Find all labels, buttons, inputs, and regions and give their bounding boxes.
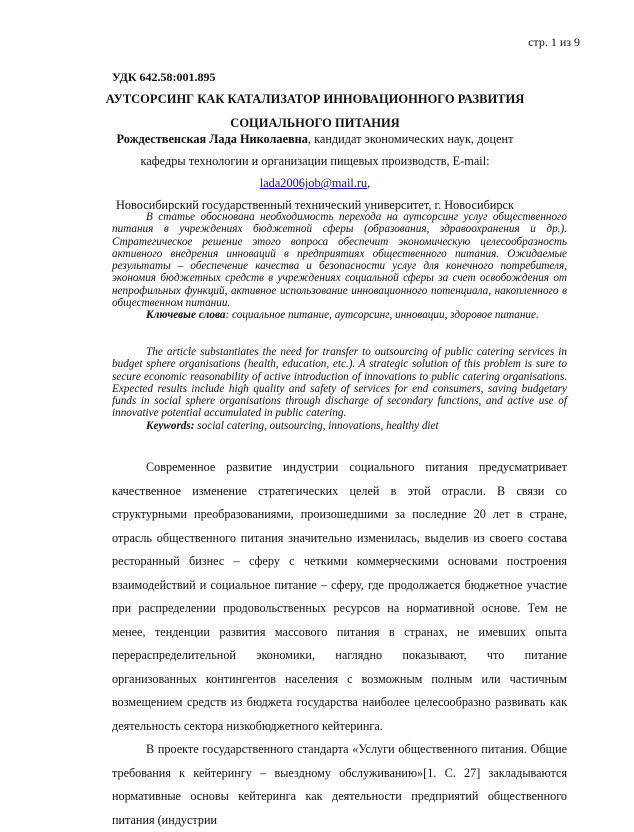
paper-title-line-2: СОЦИАЛЬНОГО ПИТАНИЯ bbox=[230, 116, 400, 130]
page-number: стр. 1 из 9 bbox=[528, 35, 580, 49]
keywords-en-label: Keywords: bbox=[146, 419, 195, 432]
body-paragraph-2: В проекте государственного стандарта «Услуги общественного питания. Общие требования к кейтерингу – выездному обслуживанию»[1. С. 27] закладываются нормативные основы кейтеринга как деятельности предприятий общественного питания (индустрии bbox=[112, 742, 567, 827]
body-paragraph-1: Современное развитие индустрии социального питания предусматривает качественное изменение стратегических целей в этой отрасли. В связи со структурными преобразованиями, произошедшими за последние 20 лет в стране, отрасль общественного питания значительно изменилась, выделив из своего состава ресторанный бизнес – сферу с четкими коммерческими основами построения взаимодействий и социальное питание – сферу, где продолжается бюджетное участие при распределении продовольственных ресурсов на нормативной основе. Тем не менее, тенденции развития массового питания в странах, не имевших опыта перераспределительной экономики, наглядно показывают, что питание организованных контингентов населения с возможным полным или частичным возмещением средств из бюджета государства наиболее целесообразно развивать как деятельность сектора низкобюджетного кейтеринга. bbox=[112, 460, 567, 733]
author-block bbox=[100, 128, 530, 216]
author-email-link[interactable]: lada2006job@mail.ru bbox=[259, 176, 368, 190]
keywords-ru-list: : социальное питание, аутсорсинг, инновации, здоровое питание. bbox=[225, 309, 539, 322]
udk-code: УДК 642.58:001.895 bbox=[112, 70, 216, 84]
abstract-en-text: The article substantiates the need for transfer to outsourcing of public catering services in budget sphere organisations (health, education, etc.). A strategic solution of this problem is sure to secure economic reasonability of active introduction of innovations to public catering organisations. Expected results include high quality and safety of services for end consumers, saving budgetary funds in social sphere organisations through discharge of secondary functions, and active use of innovative potential accumulated in public catering. bbox=[112, 346, 567, 420]
abstract-ru-text: В статье обоснована необходимость перехода на аутсорсинг услуг общественного питания в учреждениях бюджетной сферы (образования, здравоохранения и др.). Стратегическое решение этого вопроса обеспечит экономическую целесообразность активного внедрения инноваций в предприятиях общественного питания. Ожидаемые результаты – обеспечение качества и безопасности услуг для конечного потребителя, экономия бюджетных средств в учреждениях социальной сферы за счет освобождения от непрофильных функций, активное использование инновационного потенциала, накопленного в общественном питании. bbox=[112, 211, 567, 310]
paper-title-line-1: АУТСОРСИНГ КАК КАТАЛИЗАТОР ИННОВАЦИОННОГО РАЗВИТИЯ bbox=[105, 92, 525, 106]
author-position: , кандидат экономических наук, доцент кафедры технологии и организации пищевых производств, E-mail: bbox=[140, 132, 514, 168]
author-affiliation: Новосибирский государственный технический университет, г. Новосибирск bbox=[116, 198, 514, 212]
keywords-en bbox=[112, 420, 567, 432]
keywords-ru bbox=[112, 309, 567, 321]
abstract-russian bbox=[112, 211, 567, 322]
abstract-english bbox=[112, 346, 567, 432]
main-body-text bbox=[112, 456, 567, 832]
author-name: Рождественская Лада Николаевна bbox=[116, 132, 308, 146]
author-email-suffix: , bbox=[367, 176, 371, 190]
keywords-en-list: social catering, outsourcing, innovations, healthy diet bbox=[194, 419, 439, 432]
keywords-ru-label: Ключевые слова bbox=[146, 309, 226, 322]
